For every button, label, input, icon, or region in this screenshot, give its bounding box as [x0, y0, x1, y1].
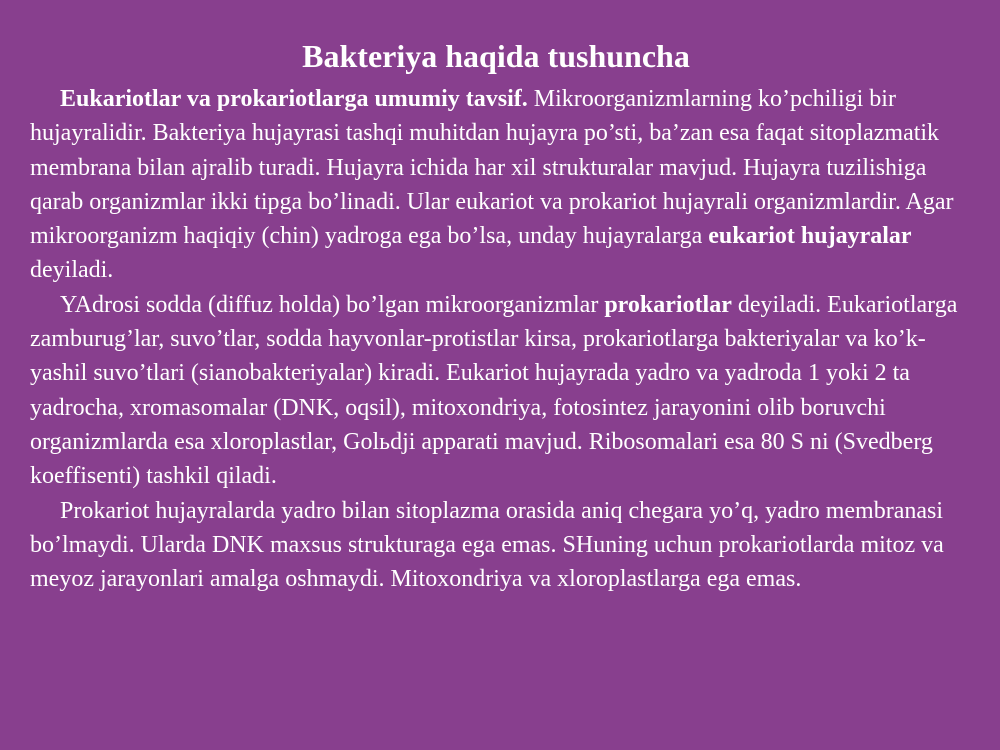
term-eukariot: eukariot hujayralar — [708, 223, 912, 250]
paragraph-2 — [30, 288, 962, 494]
paragraph-2-text-a: YAdrosi sodda (diffuz holda) bo’lgan mikroorganizmlar — [60, 291, 605, 318]
paragraph-3-text: Prokariot hujayralarda yadro bilan sitoplazma orasida aniq chegara yo’q, yadro membranasi bo’lmaydi. Ularda DNK maxsus strukturaga ega emas. SHuning uchun prokariotlarda mitoz va meyoz jarayonlari amalga oshmaydi. Mitoxondriya va xloroplastlarga ega emas. — [30, 497, 944, 593]
paragraph-2-text-b: deyiladi. Eukariotlarga zamburug’lar, suvo’tlar, sodda hayvonlar-protistlar kirsa, prokariotlarga bakteriyalar va ko’k-yashil suvo’tlari (sianobakteriyalar) kiradi. Eukariot hujayrada yadro va yadroda 1 yoki 2 ta yadrocha, xromasomalar (DNK, oqsil), mitoxondriya, fotosintez jarayonini olib boruvchi organizmlarda esa xloroplastlar, Golьdji apparati mavjud. Ribosomalari esa 80 S ni (Svedberg koeffisenti) tashkil qiladi. — [30, 291, 958, 490]
paragraph-3 — [30, 494, 962, 597]
paragraph-1-text-a: Mikroorganizmlarning ko’pchiligi bir hujayralidir. Bakteriya hujayrasi tashqi muhitdan hujayra po’sti, ba’zan esa faqat sitoplazmatik membrana bilan ajralib turadi. Hujayra ichida har xil strukturalar mavjud. Hujayra tuzilishiga qarab organizmlar ikki tipga bo’linadi. Ular eukariot va prokariot hujayrali organizmlardir. Agar mikroorganizm haqiqiy (chin) yadroga ega bo’lsa, unday hujayralarga — [30, 86, 954, 250]
paragraph-1-text-b: deyiladi. — [30, 257, 114, 284]
term-prokariotlar: prokariotlar — [604, 291, 732, 318]
paragraph-1 — [30, 82, 962, 288]
paragraph-1-lead: Eukariotlar va prokariotlarga umumiy tavsif. — [60, 86, 528, 112]
slide-title: Bakteriya haqida tushuncha — [302, 38, 690, 74]
